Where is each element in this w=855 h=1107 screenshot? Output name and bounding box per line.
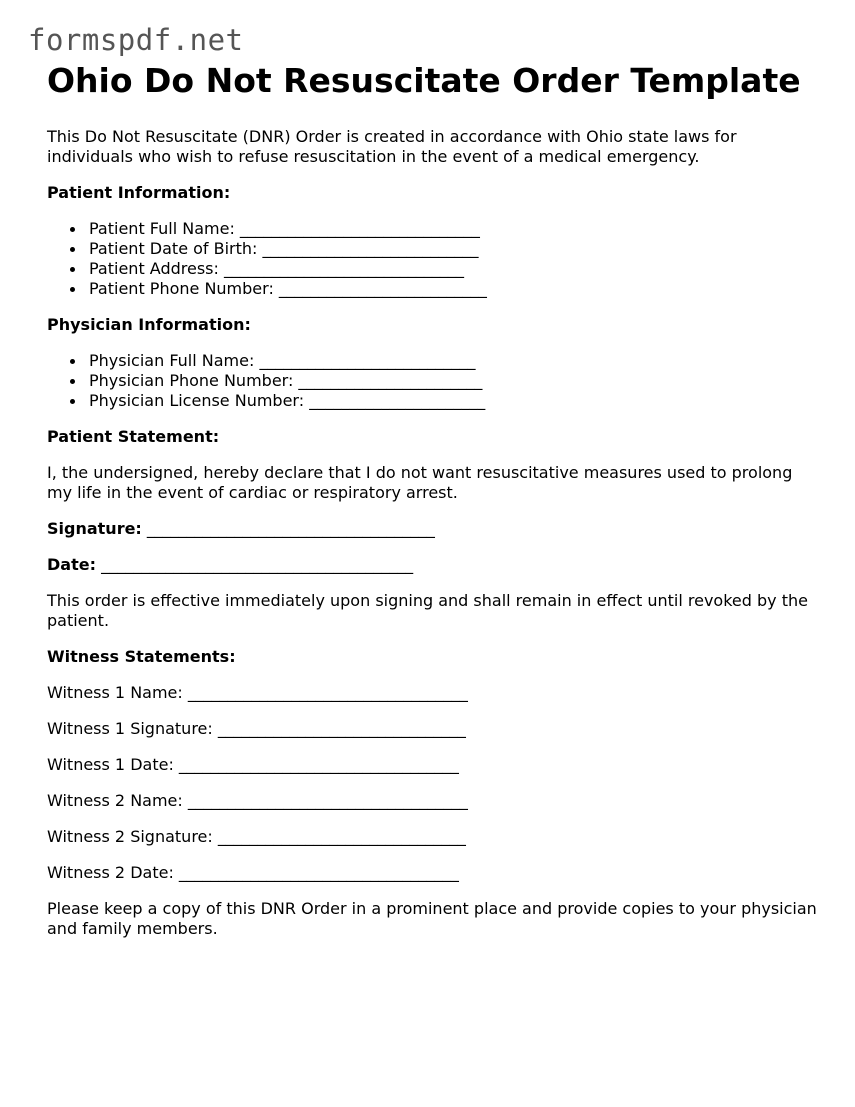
patient-dob-field: Patient Date of Birth: ___________________________: [89, 239, 817, 259]
closing-paragraph: Please keep a copy of this DNR Order in a prominent place and provide copies to your physician and family members.: [47, 899, 817, 938]
physician-license-field: Physician License Number: ______________________: [89, 391, 817, 411]
physician-info-list: [47, 351, 817, 411]
intro-paragraph: This Do Not Resuscitate (DNR) Order is created in accordance with Ohio state laws for individuals who wish to refuse resuscitation in the event of a medical emergency.: [47, 127, 737, 166]
signature-label: Signature:: [47, 519, 142, 538]
signature-line: [47, 519, 817, 539]
document-title: Ohio Do Not Resuscitate Order Template: [47, 61, 801, 100]
witness-heading: Witness Statements:: [47, 647, 236, 666]
witness-1-signature-field: Witness 1 Signature: _______________________________: [47, 719, 466, 738]
witness-2-signature-field: Witness 2 Signature: _______________________________: [47, 827, 466, 846]
witness-1-name-field: Witness 1 Name: ___________________________________: [47, 683, 468, 702]
witness-1-date-field: Witness 1 Date: ___________________________________: [47, 755, 459, 774]
witness-2-date-field: Witness 2 Date: ___________________________________: [47, 863, 459, 882]
witness-2-name-field: Witness 2 Name: ___________________________________: [47, 791, 468, 810]
physician-phone-field: Physician Phone Number: _______________________: [89, 371, 817, 391]
signature-blank: ____________________________________: [146, 519, 435, 538]
effective-paragraph: This order is effective immediately upon signing and shall remain in effect until revoked by the patient.: [47, 591, 808, 630]
physician-full-name-field: Physician Full Name: ___________________________: [89, 351, 817, 371]
patient-info-heading: Patient Information:: [47, 183, 231, 202]
patient-statement-heading: Patient Statement:: [47, 427, 220, 446]
patient-full-name-field: Patient Full Name: ______________________________: [89, 219, 817, 239]
document-body: [47, 60, 817, 939]
watermark: formspdf.net: [28, 23, 244, 57]
patient-info-list: [47, 219, 817, 299]
physician-info-heading: Physician Information:: [47, 315, 251, 334]
date-blank: _______________________________________: [101, 555, 414, 574]
patient-address-field: Patient Address: ______________________________: [89, 259, 817, 279]
patient-statement-text: I, the undersigned, hereby declare that I do not want resuscitative measures used to prolong my life in the event of cardiac or respiratory arrest.: [47, 463, 793, 502]
patient-phone-field: Patient Phone Number: __________________________: [89, 279, 817, 299]
date-label: Date:: [47, 555, 96, 574]
date-line: [47, 555, 817, 575]
